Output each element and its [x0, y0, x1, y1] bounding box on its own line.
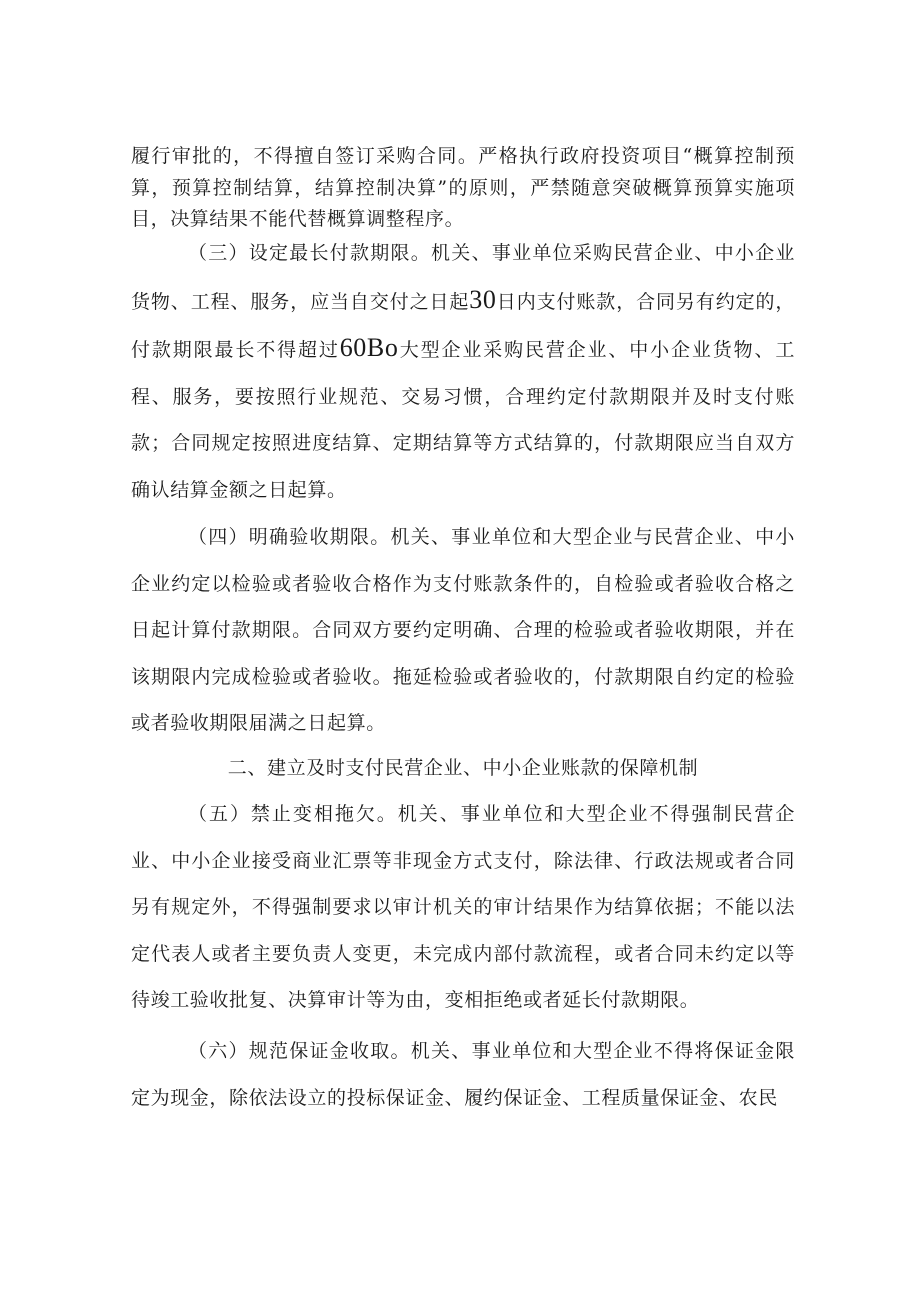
paragraph-text-a: （三）设定最长付款期限。机关、事业单位采购民营企业、中小企业货物、工程、服务，应当自交付之日起: [131, 242, 795, 313]
paragraph-acceptance-term: （四）明确验收期限。机关、事业单位和大型企业与民营企业、中小企业约定以检验或者验收合格作为支付账款条件的，自检验或者验收合格之日起计算付款期限。合同双方要约定明确、合理的检验或者验收期限，并在该期限内完成检验或者验收。拖延检验或者验收的，付款期限自约定的检验或者验收期限届满之日起算。: [131, 526, 795, 734]
paragraph-deposit-standard: （六）规范保证金收取。机关、事业单位和大型企业不得将保证金限定为现金，除依法设立的投标保证金、履约保证金、工程质量保证金、农民: [131, 1040, 795, 1109]
section-heading-2: 二、建立及时支付民营企业、中小企业账款的保障机制: [227, 757, 699, 779]
paragraph-text-b: 日内支付账款，合同另有约定的，付款期限最长不得超过: [131, 290, 795, 361]
paragraph-text-c: 大型企业采购民营企业、中小企业货物、工程、服务，要按照行业规范、交易习惯，合理约定付款期限并及时支付账款；合同规定按照进度结算、定期结算等方式结算的，付款期限应当自双方确认结算金额之日起算。: [131, 339, 795, 501]
paragraph-disguised-arrears: （五）禁止变相拖欠。机关、事业单位和大型企业不得强制民营企业、中小企业接受商业汇票等非现金方式支付，除法律、行政法规或者合同另有规定外，不得强制要求以审计机关的审计结果作为结算依据；不能以法定代表人或者主要负责人变更，未完成内部付款流程，或者合同未约定以等待竣工验收批复、决算审计等为由，变相拒绝或者延长付款期限。: [131, 803, 795, 1011]
paragraph-max-payment-term: [131, 230, 795, 513]
number-60: 60Bo: [339, 333, 399, 362]
number-30: 30: [469, 284, 497, 314]
paragraph-approval-continuation: 履行审批的，不得擅自签订采购合同。严格执行政府投资项目“概算控制预算，预算控制结算，结算控制决算”的原则，严禁随意突破概算预算实施项目，决算结果不能代替概算调整程序。: [131, 145, 795, 230]
